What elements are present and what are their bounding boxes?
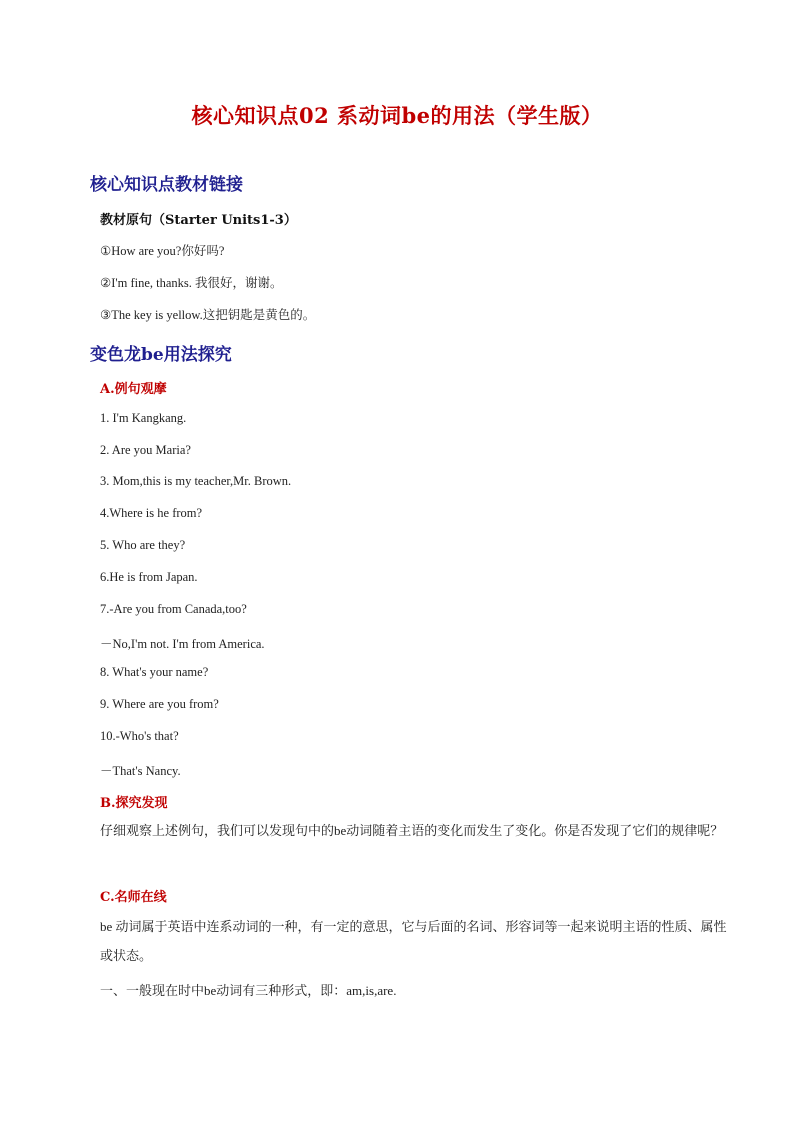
example-sentence: 3. Mom,this is my teacher,Mr. Brown. <box>100 474 292 488</box>
example-sentence: 5. Who are they? <box>100 538 186 552</box>
source-label: 教材原句（Starter Units1-3） <box>100 213 297 228</box>
example-sentence: 2. Are you Maria? <box>100 443 191 457</box>
example-sentence: 4.Where is he from? <box>100 506 203 520</box>
part-a-label: A.例句观摩 <box>100 382 167 397</box>
example-sentence: －That's Nancy. <box>100 764 181 778</box>
section-heading-textbook-link: 核心知识点教材链接 <box>90 175 243 195</box>
example-sentence: 9. Where are you from? <box>100 697 219 711</box>
part-b-label: B.探究发现 <box>100 796 168 811</box>
section-heading-be-usage: 变色龙be用法探究 <box>90 345 232 365</box>
example-sentence: －No,I'm not. I'm from America. <box>100 637 265 651</box>
example-sentence: 8. What's your name? <box>100 665 209 679</box>
example-sentence: 10.-Who's that? <box>100 729 179 743</box>
textbook-sentence: ②I'm fine, thanks. 我很好，谢谢。 <box>100 276 283 290</box>
example-sentence: 7.-Are you from Canada,too? <box>100 602 247 616</box>
part-c-label: C.名师在线 <box>100 890 167 905</box>
page-title: 核心知识点02 系动词be的用法（学生版） <box>191 103 603 128</box>
part-c-paragraph-2: 一、一般现在时中be动词有三种形式，即：am,is,are. <box>100 983 397 998</box>
example-sentence: 1. I'm Kangkang. <box>100 411 187 425</box>
part-c-paragraph: be 动词属于英语中连系动词的一种，有一定的意思，它与后面的名词、形容词等一起来说明主语的性质、属性或状态。 <box>100 919 727 963</box>
textbook-sentence: ①How are you?你好吗? <box>100 244 225 258</box>
textbook-sentence: ③The key is yellow.这把钥匙是黄色的。 <box>100 308 316 322</box>
part-b-paragraph: 仔细观察上述例句，我们可以发现句中的be动词随着主语的变化而发生了变化。你是否发现了它们的规律呢？ <box>100 823 724 838</box>
example-sentence: 6.He is from Japan. <box>100 570 198 584</box>
